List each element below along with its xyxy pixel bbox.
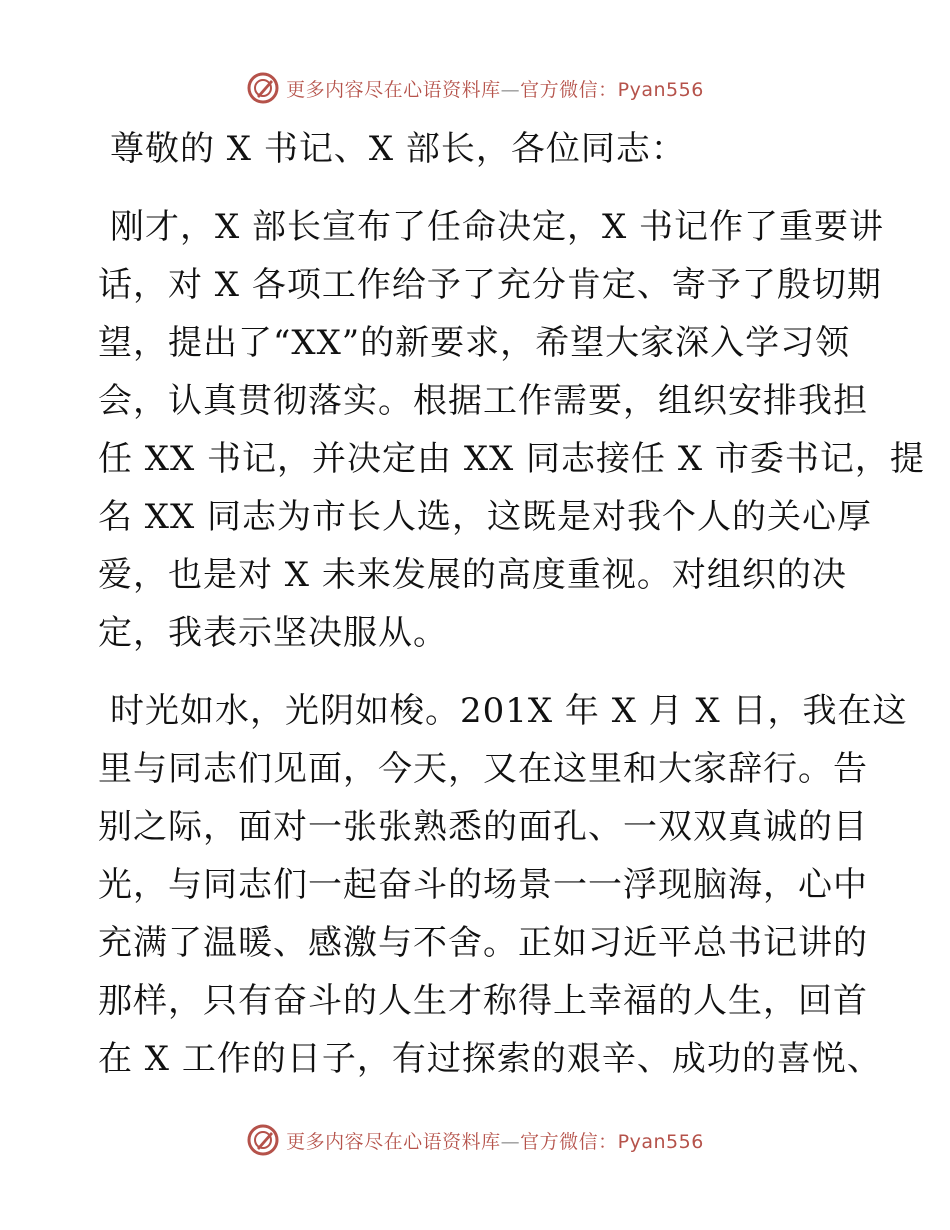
header-banner-content [246, 71, 704, 105]
paragraph-line: 望，提出了“XX”的新要求，希望大家深入学习领 [98, 323, 851, 363]
footer-banner [0, 1120, 950, 1160]
paragraph-line: 爱，也是对 X 未来发展的高度重视。对组织的决 [98, 555, 847, 595]
paragraph-1 [98, 198, 925, 662]
paragraph-line: 那样，只有奋斗的人生才称得上幸福的人生，回首 [98, 981, 868, 1021]
banner-site-name: 更多内容尽在心语资料库 [286, 78, 501, 101]
paragraph-gap [98, 178, 858, 198]
paragraph-line: 会，认真贯彻落实。根据工作需要，组织安排我担 [98, 381, 868, 421]
paragraph-line: 定，我表示坚决服从。 [98, 613, 448, 653]
paragraph-line: 在 X 工作的日子，有过探索的艰辛、成功的喜悦、 [98, 1039, 882, 1079]
paragraph-line: 任 XX 书记，并决定由 XX 同志接任 X 市委书记，提 [98, 439, 925, 479]
paragraph-line: 别之际，面对一张张熟悉的面孔、一双双真诚的目 [98, 807, 868, 847]
paragraph-line: 充满了温暖、感激与不舍。正如习近平总书记讲的 [98, 923, 868, 963]
paragraph-line: 时光如水，光阴如梭。201X 年 X 月 X 日，我在这 [110, 691, 908, 731]
paragraph-2 [98, 682, 908, 1088]
footer-banner-content [246, 1123, 704, 1157]
document-body [98, 120, 925, 1088]
banner-site-name: 更多内容尽在心语资料库 [286, 1130, 501, 1153]
banner-wechat: 官方微信：Pyan556 [520, 78, 704, 101]
banner-dash: — [500, 1130, 521, 1153]
footer-banner-text [286, 1127, 704, 1154]
banner-wechat: 官方微信：Pyan556 [520, 1130, 704, 1153]
header-banner-text [286, 75, 704, 102]
pen-logo-icon [246, 71, 280, 105]
paragraph-line: 名 XX 同志为市长人选，这既是对我个人的关心厚 [98, 497, 873, 537]
paragraph-line: 里与同志们见面，今天，又在这里和大家辞行。告 [98, 749, 868, 789]
paragraph-line: 光，与同志们一起奋斗的场景一一浮现脑海，心中 [98, 865, 868, 905]
salutation: 尊敬的 X 书记、X 部长，各位同志： [110, 129, 686, 169]
paragraph-gap [98, 662, 858, 682]
pen-logo-icon [246, 1123, 280, 1157]
paragraph-line: 刚才，X 部长宣布了任命决定，X 书记作了重要讲 [110, 207, 885, 247]
paragraph-line: 话，对 X 各项工作给予了充分肯定、寄予了殷切期 [98, 265, 882, 305]
header-banner [0, 68, 950, 108]
banner-dash: — [500, 78, 521, 101]
